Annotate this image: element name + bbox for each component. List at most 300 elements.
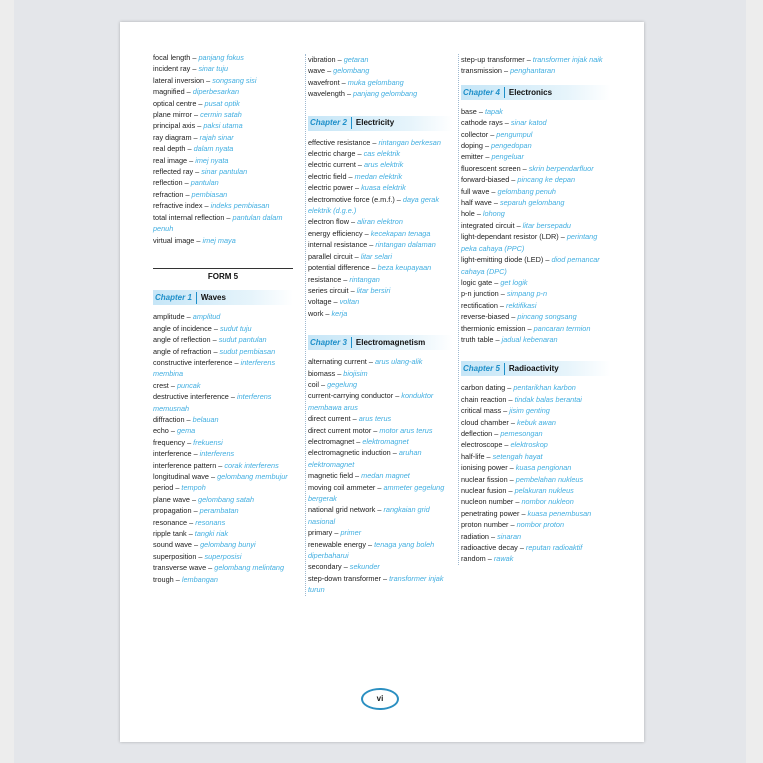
malay-translation: perintang peka cahaya (PPC) [461, 232, 598, 253]
chapter-label: Chapter 1 [153, 292, 197, 303]
english-term: truth table [461, 334, 494, 344]
term-separator: – [187, 155, 196, 165]
term-separator: – [509, 175, 518, 185]
malay-translation: interferens [199, 449, 235, 459]
english-term: reflection [153, 178, 183, 188]
english-term: ray diagram [153, 132, 192, 142]
term-separator: – [185, 144, 194, 154]
malay-translation: gelombang membujur [217, 472, 288, 481]
term-separator: – [185, 437, 194, 447]
malay-translation: aliran elektron [357, 217, 403, 227]
term-separator: – [193, 167, 202, 177]
term-separator: – [509, 312, 518, 322]
english-term: electromotive force (e.m.f.) [308, 194, 395, 204]
malay-translation: interferens memusnah [153, 392, 272, 413]
malay-translation: diod pemancar cahaya (DPC) [461, 255, 600, 276]
english-term: current-carrying conductor [308, 391, 394, 401]
term-separator: – [211, 323, 220, 333]
malay-translation: pantulan dalam penuh [153, 212, 283, 234]
term-separator: – [190, 64, 199, 74]
glossary-entry [308, 425, 453, 436]
malay-translation: cermin satah [200, 110, 242, 120]
english-term: superposition [153, 551, 197, 561]
term-separator: – [191, 506, 200, 516]
term-separator: – [352, 251, 361, 261]
malay-translation: getaran [343, 55, 369, 64]
glossary-entry [153, 391, 293, 414]
glossary-entry [153, 120, 293, 131]
malay-translation: imej nyata [195, 155, 229, 165]
english-term: plane mirror [153, 110, 192, 120]
term-separator: – [508, 417, 517, 427]
glossary-entry [308, 137, 453, 148]
glossary-entry [308, 194, 453, 217]
term-separator: – [335, 368, 344, 378]
glossary-entry [153, 109, 293, 120]
glossary-entry [153, 357, 293, 380]
malay-translation: pembelahan nukleus [515, 474, 584, 484]
term-separator: – [501, 406, 510, 416]
glossary-entry [461, 462, 611, 473]
malay-translation: rintangan dalaman [375, 240, 436, 250]
english-term: radioactive decay [461, 543, 518, 553]
glossary-entry [153, 177, 293, 188]
term-separator: – [168, 426, 177, 436]
glossary-entry [153, 311, 293, 322]
glossary-entry [308, 539, 453, 562]
term-separator: – [332, 528, 341, 538]
term-separator: – [355, 149, 364, 159]
english-term: transmission [461, 66, 502, 76]
english-term: wavefront [308, 77, 340, 87]
english-term: energy efficiency [308, 228, 363, 238]
chapter-label: Chapter 5 [461, 363, 505, 374]
malay-translation: kuasa pengionan [515, 463, 572, 473]
english-term: voltage [308, 297, 332, 307]
malay-translation: litar selari [360, 251, 392, 261]
term-separator: – [353, 183, 362, 193]
term-separator: – [354, 436, 363, 446]
glossary-entry [461, 65, 611, 76]
glossary-entry [153, 448, 293, 459]
english-term: primary [308, 528, 333, 538]
english-term: transverse wave [153, 563, 207, 573]
glossary-entry [153, 98, 293, 109]
glossary-entry [308, 274, 453, 285]
term-separator: – [348, 285, 357, 295]
english-term: moving coil ammeter [308, 482, 376, 492]
malay-translation: gema [176, 426, 196, 436]
malay-translation: medan magnet [361, 471, 410, 481]
english-term: destructive interference [153, 392, 229, 402]
term-separator: – [501, 66, 511, 76]
glossary-entry [461, 174, 611, 185]
english-term: secondary [308, 562, 342, 572]
english-term: penetrating power [461, 508, 520, 518]
glossary-entry [153, 425, 293, 436]
glossary-entry [153, 505, 293, 516]
glossary-entry [461, 428, 611, 439]
glossary-entry [153, 460, 293, 471]
english-term: focal length [153, 53, 191, 62]
english-term: principal axis [153, 121, 196, 131]
malay-translation: transformer injak turun [308, 573, 444, 595]
term-separator: – [369, 263, 378, 273]
glossary-list [461, 382, 611, 565]
term-separator: – [484, 451, 493, 461]
malay-translation: gelombang satah [198, 494, 255, 504]
chapter-5-header [461, 361, 611, 376]
malay-translation: lembangan [181, 574, 218, 584]
page-number: vi [361, 688, 399, 710]
glossary-entry [308, 356, 453, 367]
malay-translation: beza keupayaan [377, 263, 432, 273]
english-term: parallel circuit [308, 251, 353, 261]
malay-translation: tempoh [181, 483, 206, 493]
english-term: thermionic emission [461, 323, 526, 333]
english-term: proton number [461, 520, 509, 530]
english-term: electromagnet [308, 436, 355, 446]
glossary-entry [461, 231, 611, 254]
term-separator: – [191, 132, 200, 142]
term-separator: – [520, 163, 529, 173]
glossary-column-1 [153, 52, 293, 585]
term-separator: – [507, 474, 516, 484]
glossary-page [120, 22, 644, 742]
english-term: full wave [461, 186, 490, 196]
term-separator: – [196, 551, 205, 561]
term-separator: – [476, 106, 485, 116]
term-separator: – [184, 87, 193, 97]
english-term: direct current motor [308, 425, 372, 435]
english-term: interference pattern [153, 460, 217, 470]
term-separator: – [173, 483, 182, 493]
glossary-entry [308, 216, 453, 227]
glossary-entry [461, 405, 611, 416]
malay-translation: sinar pantulan [201, 167, 248, 177]
glossary-entry [153, 132, 293, 143]
malay-translation: get logik [500, 277, 528, 287]
glossary-entry [461, 311, 611, 322]
glossary-entry [153, 346, 293, 357]
term-separator: – [502, 118, 511, 128]
term-separator: – [502, 440, 511, 450]
malay-translation: resonans [195, 517, 226, 527]
malay-translation: biojisim [343, 368, 368, 378]
glossary-entry [153, 517, 293, 528]
malay-translation: interferens membina [153, 357, 276, 379]
malay-translation: paksi utama [203, 121, 243, 131]
malay-translation: rajah sinar [199, 132, 234, 142]
malay-translation: medan elektrik [354, 171, 403, 181]
malay-translation: pelakuran nukleus [514, 486, 574, 495]
chapter-title: Electricity [355, 118, 395, 128]
term-separator: – [355, 160, 364, 170]
glossary-entry [308, 65, 453, 76]
glossary-entry [461, 519, 611, 530]
english-term: direct current [308, 414, 351, 424]
term-separator: – [204, 75, 213, 85]
glossary-entry [153, 482, 293, 493]
glossary-entry [461, 485, 611, 496]
malay-translation: tapak [484, 106, 503, 116]
english-term: diffraction [153, 414, 185, 424]
glossary-entry [461, 300, 611, 311]
term-separator: – [186, 529, 195, 539]
malay-translation: rintangan berkesan [378, 137, 441, 147]
term-separator: – [194, 235, 203, 245]
glossary-entry [153, 562, 293, 573]
malay-translation: rektifikasi [506, 300, 537, 310]
term-separator: – [558, 232, 567, 242]
glossary-entry [308, 379, 453, 390]
glossary-entry [461, 451, 611, 462]
english-term: refraction [153, 189, 184, 199]
english-term: ripple tank [153, 529, 187, 539]
malay-translation: songsang sisi [212, 75, 257, 85]
malay-translation: lohong [482, 209, 505, 219]
term-separator: – [498, 289, 507, 299]
glossary-entry [308, 296, 453, 307]
english-term: potential difference [308, 263, 370, 273]
english-term: electric field [308, 171, 347, 181]
term-separator: – [323, 308, 332, 318]
glossary-entry [461, 334, 611, 345]
glossary-entry [153, 155, 293, 166]
english-term: vibration [308, 55, 336, 64]
glossary-list [308, 54, 453, 100]
english-term: cathode rays [461, 118, 503, 128]
english-term: forward-biased [461, 175, 510, 185]
term-separator: – [505, 383, 514, 393]
glossary-entry [308, 308, 453, 319]
glossary-entry [461, 54, 611, 65]
chapter-2-header [308, 116, 453, 131]
glossary-entry [308, 228, 453, 239]
malay-translation: voltan [339, 297, 360, 307]
term-separator: – [506, 486, 515, 495]
glossary-list [461, 54, 611, 77]
term-separator: – [191, 540, 201, 550]
malay-translation: arus ulang-alik [374, 357, 423, 367]
malay-translation: pincang songsang [517, 312, 577, 322]
glossary-entry [153, 63, 293, 74]
english-term: doping [461, 141, 483, 151]
glossary-entry [153, 551, 293, 562]
english-term: base [461, 106, 477, 116]
malay-translation: rintangan [349, 274, 380, 284]
term-separator: – [339, 77, 348, 87]
malay-translation: pincang ke depan [517, 175, 576, 185]
english-term: emitter [461, 152, 484, 162]
malay-translation: konduktor membawa arus [308, 391, 434, 412]
glossary-entry [308, 88, 453, 99]
malay-translation: reputan radioaktif [525, 543, 583, 553]
malay-translation: pengumpul [496, 129, 533, 139]
term-separator: – [493, 334, 502, 344]
glossary-entry [308, 182, 453, 193]
english-term: resonance [153, 517, 188, 527]
malay-translation: motor arus terus [379, 425, 433, 435]
glossary-entry [461, 288, 611, 299]
english-term: period [153, 483, 174, 493]
term-separator: – [346, 171, 355, 181]
chapter-label: Chapter 4 [461, 87, 505, 98]
glossary-entry [308, 148, 453, 159]
glossary-entry [308, 413, 453, 424]
malay-translation: pembiasan [191, 189, 228, 199]
term-separator: – [173, 574, 182, 584]
glossary-entry [308, 251, 453, 262]
malay-translation: arus terus [358, 414, 392, 424]
malay-translation: indeks pembiasan [210, 201, 270, 211]
malay-translation: separuh gelombang [499, 198, 565, 208]
term-separator: – [344, 89, 354, 99]
glossary-entry [153, 235, 293, 246]
glossary-list [153, 311, 293, 585]
english-term: lateral inversion [153, 75, 205, 85]
glossary-entry [308, 390, 453, 413]
chapter-label: Chapter 2 [308, 117, 352, 128]
english-term: internal resistance [308, 240, 368, 250]
english-term: alternating current [308, 357, 367, 367]
malay-translation: aruhan elektromagnet [308, 448, 422, 469]
glossary-entry [461, 163, 611, 174]
english-term: light-emitting diode (LED) [461, 255, 544, 265]
term-separator: – [187, 517, 196, 527]
english-term: electric charge [308, 149, 356, 159]
malay-translation: belauan [192, 414, 219, 424]
glossary-column-2 [305, 54, 453, 596]
malay-translation: sekunder [349, 562, 380, 572]
glossary-entry [153, 323, 293, 334]
chapter-title: Electromagnetism [355, 337, 426, 347]
english-term: constructive interference [153, 357, 233, 367]
term-separator: – [184, 312, 193, 322]
glossary-entry [308, 470, 453, 481]
english-term: angle of incidence [153, 323, 212, 333]
glossary-entry [153, 166, 293, 177]
malay-translation: rawak [493, 554, 514, 564]
term-separator: – [331, 297, 340, 307]
glossary-list [308, 137, 453, 320]
malay-translation: pengedopan [491, 141, 532, 151]
malay-translation: sudut tuju [219, 323, 252, 333]
glossary-entry [153, 143, 293, 154]
malay-translation: sinar katod [510, 118, 547, 128]
term-separator: – [375, 482, 384, 492]
english-term: ionising power [461, 463, 508, 473]
glossary-entry [153, 539, 293, 550]
english-term: real image [153, 155, 188, 165]
term-separator: – [348, 217, 358, 227]
malay-translation: kecekapan tenaga [370, 228, 431, 238]
glossary-entry [308, 285, 453, 296]
term-separator: – [353, 471, 362, 481]
malay-translation: pancaran termion [533, 323, 591, 333]
malay-translation: sinaran [497, 531, 522, 541]
term-separator: – [370, 137, 379, 147]
english-term: reflected ray [153, 167, 194, 177]
english-term: biomass [308, 368, 336, 378]
malay-translation: daya gerak elektrik (d.g.e.) [308, 194, 440, 216]
english-term: step-down transformer [308, 573, 381, 583]
glossary-entry [308, 436, 453, 447]
term-separator: – [168, 380, 177, 390]
malay-translation: primer [340, 528, 362, 538]
glossary-entry [461, 474, 611, 485]
glossary-entry [461, 382, 611, 393]
term-separator: – [366, 539, 375, 549]
english-term: trough [153, 574, 174, 584]
english-term: half-life [461, 451, 485, 461]
malay-translation: nombor proton [516, 520, 565, 530]
term-separator: – [394, 194, 403, 204]
english-term: crest [153, 380, 169, 390]
term-separator: – [341, 274, 350, 284]
english-term: incident ray [153, 64, 191, 74]
glossary-entry [461, 220, 611, 231]
glossary-entry [461, 394, 611, 405]
glossary-entry [153, 86, 293, 97]
glossary-entry [308, 368, 453, 379]
malay-translation: skrin berpendarfluor [528, 163, 594, 173]
glossary-entry [308, 527, 453, 538]
glossary-entry [461, 254, 611, 277]
term-separator: – [195, 121, 204, 131]
term-separator: – [211, 346, 220, 356]
english-term: reverse-biased [461, 312, 510, 322]
english-term: rectification [461, 300, 498, 310]
english-term: coil [308, 379, 319, 389]
glossary-entry [308, 447, 453, 470]
glossary-entry [461, 439, 611, 450]
term-separator: – [489, 186, 498, 196]
term-separator: – [232, 357, 241, 367]
term-separator: – [482, 141, 492, 151]
english-term: random [461, 554, 486, 564]
malay-translation: litar bersiri [356, 285, 391, 295]
term-separator: – [341, 562, 350, 572]
glossary-entry [308, 54, 453, 65]
english-term: amplitude [153, 312, 185, 322]
english-term: series circuit [308, 285, 349, 295]
glossary-entry [461, 106, 611, 117]
malay-translation: kuasa elektrik [361, 183, 406, 193]
glossary-entry [461, 197, 611, 208]
term-separator: – [390, 448, 399, 458]
chapter-title: Waves [200, 293, 226, 303]
glossary-entry [461, 129, 611, 140]
glossary-entry [461, 117, 611, 128]
english-term: frequency [153, 437, 186, 447]
chapter-1-header [153, 290, 293, 305]
malay-translation: kebuk awan [517, 417, 556, 427]
malay-translation: kerja [331, 308, 348, 318]
english-term: half wave [461, 198, 492, 208]
term-separator: – [318, 379, 328, 389]
term-separator: – [497, 300, 507, 310]
chapter-title: Electronics [508, 87, 553, 97]
english-term: collector [461, 129, 489, 139]
english-term: fluorescent screen [461, 163, 521, 173]
term-separator: – [335, 55, 344, 64]
malay-translation: panjang fokus [198, 53, 244, 62]
glossary-entry [461, 323, 611, 334]
english-term: refractive index [153, 201, 203, 211]
english-term: deflection [461, 428, 493, 438]
malay-translation: panjang gelombang [353, 89, 418, 99]
